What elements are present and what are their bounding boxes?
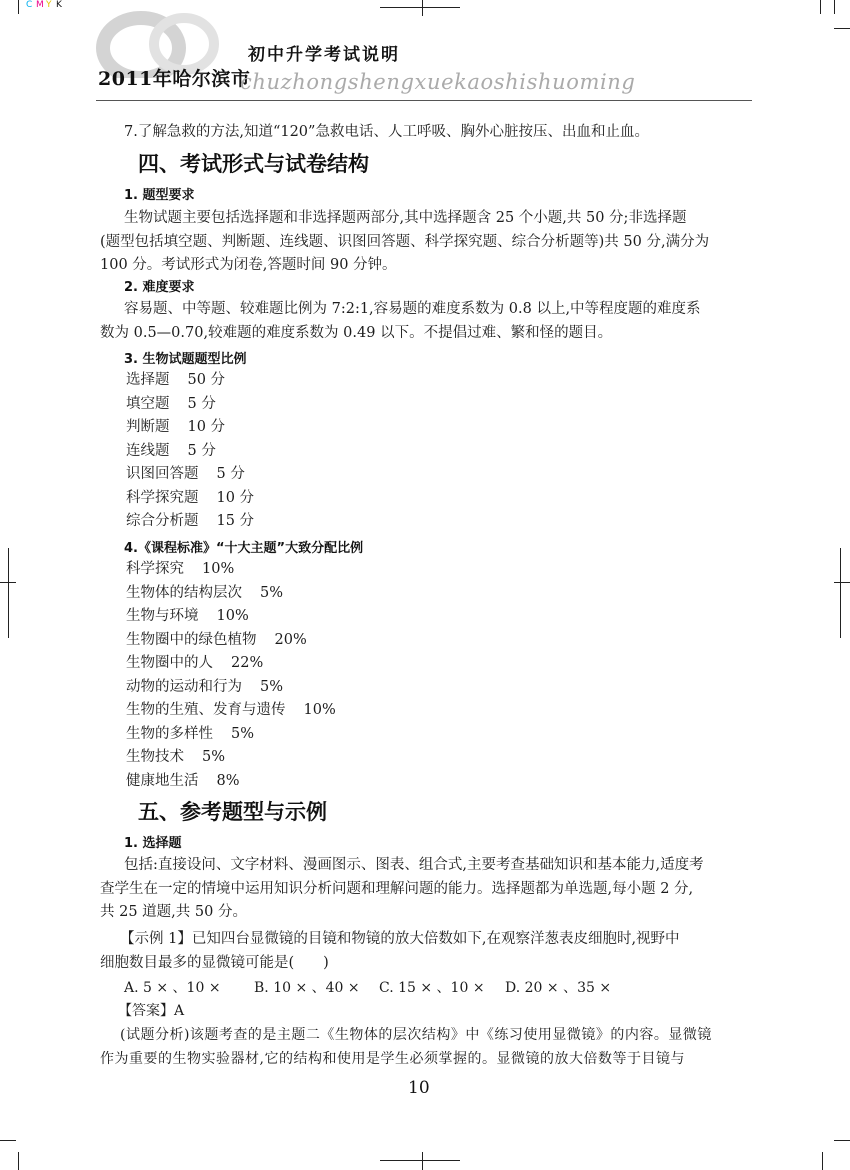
header-title: 初中升学考试说明 [248,45,400,65]
section4-sub3-title: 3. 生物试题题型比例 [124,352,247,367]
list-item [126,558,336,582]
text-line: 包括:直接设问、文字材料、漫画图示、图表、组合式,主要考查基础知识和基本能力,适度考 [124,857,704,873]
list-item-name: 生物圈中的绿色植物 [126,631,257,648]
list-item [126,416,254,440]
crop-mark [822,1152,823,1170]
list-item [126,676,336,700]
page-number: 10 [408,1078,430,1098]
text-line: 生物试题主要包括选择题和非选择题两部分,其中选择题含 25 个小题,共 50 分;非选择题 [124,210,687,226]
section4-sub2-title: 2. 难度要求 [124,280,195,295]
list-item-name: 科学探究题 [126,489,199,506]
text-line: (题型包括填空题、判断题、连线题、识图回答题、科学探究题、综合分析题等)共 50 分,满分为 [100,233,710,250]
theme-ratio-list [126,558,336,793]
list-item-value: 50 分 [187,372,226,388]
section4-heading: 四、考试形式与试卷结构 [138,152,369,176]
list-item-value: 5% [260,678,284,695]
list-item-value: 10 分 [216,489,255,506]
text-line: 查学生在一定的情境中运用知识分析问题和理解问题的能力。选择题都为单选题,每小题 2 分, [100,880,694,897]
list-item-name: 动物的运动和行为 [126,678,242,695]
cmyk-marks [26,0,66,10]
list-item [126,487,254,511]
list-item-name: 科学探究 [126,561,184,577]
list-item-name: 识图回答题 [126,466,199,482]
option-b: B. 10 × 、40 × [254,980,360,996]
list-item-value: 10 分 [187,419,226,435]
option-a: A. 5 × 、10 × [124,980,221,996]
text-line: 共 25 道题,共 50 分。 [100,904,247,920]
crop-mark [840,548,841,638]
list-item-value: 5 分 [187,442,216,459]
text-line: 100 分。考试形式为闭卷,答题时间 90 分钟。 [100,257,397,273]
crop-mark [8,548,9,638]
section5-heading: 五、参考题型与示例 [138,800,327,824]
section4-sub4-title: 4.《课程标准》“十大主题”大致分配比例 [124,541,364,556]
text-line: 作为重要的生物实验器材,它的结构和使用是学生必须掌握的。显微镜的放大倍数等于目镜与 [100,1050,685,1067]
list-item [126,463,254,487]
cmyk-m: M [36,0,45,10]
list-item-name: 连线题 [126,442,170,459]
section4-sub1-title: 1. 题型要求 [124,188,195,203]
text-line: 细胞数目最多的显微镜可能是( ) [100,954,329,971]
list-item [126,582,336,606]
section4-sub2-text [100,298,750,345]
list-item-name: 生物与环境 [126,608,199,624]
crop-mark [380,1160,460,1161]
list-item-name: 生物体的结构层次 [126,584,242,601]
crop-mark [0,1140,16,1141]
section5-sub1-text [100,854,750,925]
list-item-name: 生物的多样性 [126,725,213,742]
list-item-value: 10% [216,608,249,624]
crop-mark [834,1140,850,1141]
list-item-name: 健康地生活 [126,772,199,789]
list-item [126,605,336,629]
example1-options [124,977,611,1001]
cmyk-y: Y [46,0,53,10]
list-item-value: 8% [216,772,240,789]
list-item-value: 5% [260,584,284,601]
crop-mark [834,582,850,583]
list-item [126,770,336,794]
list-item-value: 5 分 [187,395,216,412]
list-item [126,440,254,464]
text-line: 【示例 1】已知四台显微镜的目镜和物镜的放大倍数如下,在观察洋葱表皮细胞时,视野中 [120,931,680,947]
crop-mark [422,0,423,16]
list-item [126,393,254,417]
header-divider [96,100,752,101]
crop-mark [18,0,19,14]
list-item-value: 10% [303,702,336,718]
intro-item: 7.了解急救的方法,知道“120”急救电话、人工呼吸、胸外心脏按压、出血和止血。 [124,124,649,140]
list-item-value: 5 分 [216,466,245,482]
list-item [126,723,336,747]
list-item [126,652,336,676]
list-item [126,510,254,534]
list-item-value: 10% [202,561,235,577]
text-line: 数为 0.5—0.70,较难题的难度系数为 0.49 以下。不提倡过难、繁和怪的题目。 [100,324,613,341]
list-item-name: 生物技术 [126,749,184,765]
example1-analysis [100,1024,750,1071]
crop-mark [18,1152,19,1170]
list-item-name: 选择题 [126,372,170,388]
crop-mark [834,28,850,29]
list-item-value: 5% [231,725,255,742]
section4-sub1-text [100,207,750,278]
cmyk-c: C [26,0,34,10]
list-item-name: 综合分析题 [126,513,199,529]
text-line: 容易题、中等题、较难题比例为 7:2:1,容易题的难度系数为 0.8 以上,中等程度题的难度系 [124,301,701,317]
crop-mark [820,0,821,14]
list-item-value: 5% [202,749,226,765]
list-item-name: 填空题 [126,395,170,412]
list-item-value: 20% [274,631,307,648]
list-item [126,629,336,653]
list-item-name: 生物的生殖、发育与遗传 [126,702,286,718]
list-item-name: 生物圈中的人 [126,655,213,671]
crop-mark [422,1152,423,1170]
list-item [126,699,336,723]
example1-answer: 【答案】A [118,1003,185,1019]
section5-sub1-title: 1. 选择题 [124,836,182,851]
cmyk-k: K [56,0,63,10]
list-item-name: 判断题 [126,419,170,435]
question-type-list [126,369,254,534]
crop-mark [834,0,835,14]
list-item-value: 22% [231,655,264,671]
crop-mark [0,582,16,583]
option-c: C. 15 × 、10 × [379,980,485,996]
example1-question [100,928,750,975]
crop-mark [380,7,460,8]
header-year-city: 2011年哈尔滨市 [98,68,251,90]
list-item-value: 15 分 [216,513,255,529]
list-item [126,746,336,770]
text-line: (试题分析)该题考查的是主题二《生物体的层次结构》中《练习使用显微镜》的内容。显微镜 [120,1027,712,1043]
list-item [126,369,254,393]
option-d: D. 20 × 、35 × [505,980,612,996]
header-pinyin: chuzhongshengxuekaoshishuoming [240,70,636,94]
